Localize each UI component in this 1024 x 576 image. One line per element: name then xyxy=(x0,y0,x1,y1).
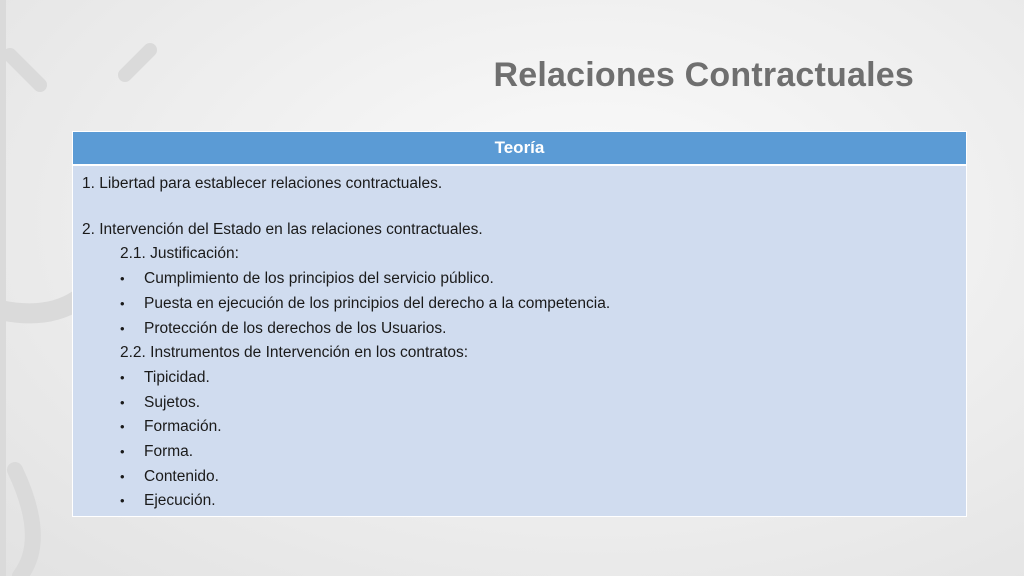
list-item xyxy=(82,440,966,465)
list-item-text: Tipicidad. xyxy=(144,368,210,386)
content-table xyxy=(72,131,967,517)
list-item xyxy=(82,391,966,416)
slide-title: Relaciones Contractuales xyxy=(493,56,914,94)
table-body xyxy=(73,166,966,514)
bullet-icon: • xyxy=(120,320,125,336)
list-item-text: Formación. xyxy=(144,418,222,436)
list-item xyxy=(82,465,966,490)
bullet-icon: • xyxy=(120,295,125,311)
bullet-icon: • xyxy=(120,493,125,509)
list-item-text: Ejecución. xyxy=(144,492,216,510)
list-item-text: Sujetos. xyxy=(144,393,201,411)
list-item xyxy=(82,317,966,342)
list-item xyxy=(82,415,966,440)
bullet-icon: • xyxy=(120,394,125,410)
bullet-icon: • xyxy=(120,468,125,484)
list-item xyxy=(82,489,966,514)
list-item-text: Contenido. xyxy=(144,467,219,485)
bullet-icon: • xyxy=(120,444,125,460)
bullet-icon: • xyxy=(120,271,125,287)
list-item xyxy=(82,292,966,317)
list-item-text: Protección de los derechos de los Usuarios. xyxy=(144,319,447,337)
subsection-2-2: 2.2. Instrumentos de Intervención en los contratos: xyxy=(120,344,469,362)
list-item xyxy=(82,366,966,391)
subsection-2-1: 2.1. Justificación: xyxy=(120,245,239,263)
list-item-text: Cumplimiento de los principios del servicio público. xyxy=(144,270,494,288)
list-item xyxy=(82,267,966,292)
list-item-text: Forma. xyxy=(144,443,194,461)
bullet-icon: • xyxy=(120,419,125,435)
item-1: 1. Libertad para establecer relaciones contractuales. xyxy=(82,175,443,192)
spacer xyxy=(82,197,966,218)
table-header-label: Teoría xyxy=(494,138,545,157)
item-2: 2. Intervención del Estado en las relaciones contractuales. xyxy=(82,220,483,238)
table-header xyxy=(73,132,966,166)
list-item-text: Puesta en ejecución de los principios del derecho a la competencia. xyxy=(144,294,611,312)
bullet-icon: • xyxy=(120,369,125,385)
